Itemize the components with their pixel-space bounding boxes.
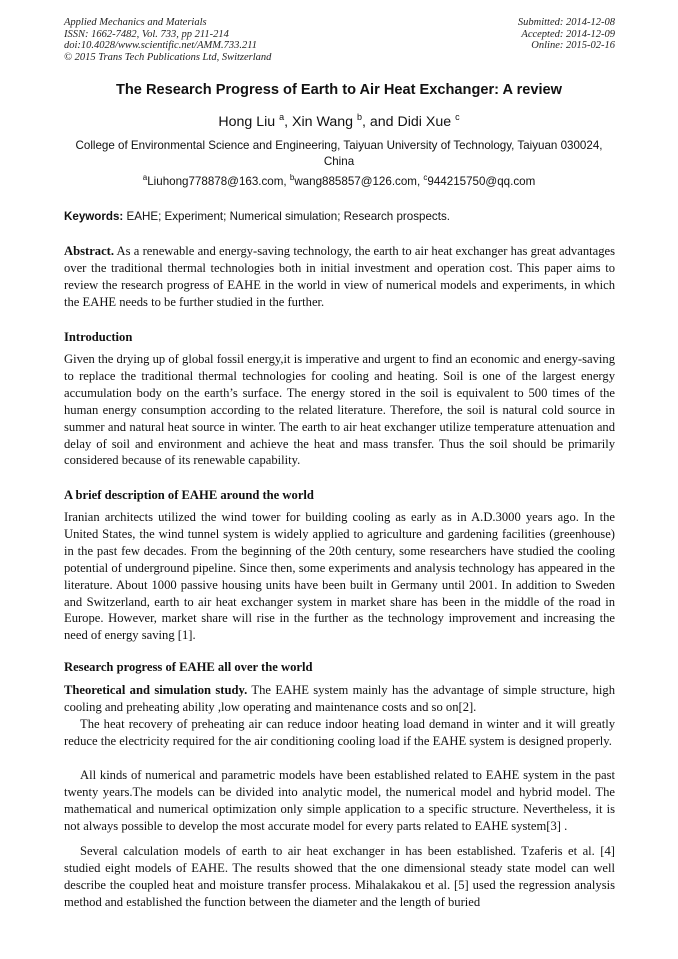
author-name: Hong Liu — [218, 114, 276, 130]
author-name: Xin Wang — [292, 114, 354, 130]
paper-title: The Research Progress of Earth to Air Heat Exchanger: A review — [115, 82, 563, 98]
dates-header — [518, 17, 615, 52]
section-heading-research-progress: Research progress of EAHE all over the world — [64, 660, 313, 674]
submitted-date: Submitted: 2014-12-08 — [517, 17, 615, 28]
online-date: Online: 2015-02-16 — [531, 40, 615, 51]
author-mark: b — [356, 112, 362, 122]
email-address[interactable]: Liuhong778878@163.com — [147, 175, 284, 188]
abstract-label: Abstract. — [64, 244, 115, 258]
email-address[interactable]: 944215750@qq.com — [427, 175, 536, 188]
keywords-label: Keywords: — [64, 210, 124, 223]
email-mark: b — [289, 173, 295, 182]
keywords-text: EAHE; Experiment; Numerical simulation; Research prospects. — [123, 210, 450, 223]
author-list — [0, 114, 678, 130]
keywords — [64, 210, 615, 223]
email-mark: c — [423, 173, 428, 182]
research-progress-paragraph-1 — [64, 682, 615, 716]
email-mark: a — [142, 173, 148, 182]
affiliation: College of Environmental Science and Engineering, Taiyuan University of Technology, Taiyuan 030024, China — [75, 139, 603, 168]
section-heading-brief-description: A brief description of EAHE around the world — [64, 488, 314, 502]
abstract — [64, 243, 615, 311]
author-separator: , and — [362, 114, 398, 130]
email-list — [0, 175, 678, 188]
abstract-text: As a renewable and energy-saving technology, the earth to air heat exchanger has great advantages over the traditional thermal technologies both in initial investment and operation cost. This paper aims to review the research progress of EAHE in the world in view of numerical models and experiments, in which the EAHE needs to be further studied in the further. — [64, 244, 615, 309]
author-separator: , — [284, 114, 293, 130]
research-progress-paragraph-3: All kinds of numerical and parametric models have been established related to EAHE system in the past twenty years.The models can be divided into analytic model, the numerical model and hybrid model. The mathematical and numerical optimization only simple application to a specific structure. Nevertheless, it is not always possible to develop the most accurate model for every parts related to EAHE system[3] . — [64, 768, 615, 833]
journal-name: Applied Mechanics and Materials — [64, 17, 207, 28]
paragraph-text: The EAHE system mainly has the advantage of simple structure, high cooling and preheating ability ,low operating and maintenance costs and so on[2]. — [64, 683, 615, 714]
accepted-date: Accepted: 2014-12-09 — [521, 28, 615, 40]
issn-line: ISSN: 1662-7482, Vol. 733, pp 211-214 — [64, 28, 229, 40]
subsection-label: Theoretical and simulation study. — [64, 683, 248, 697]
author-mark: a — [279, 112, 285, 122]
brief-description-paragraph: Iranian architects utilized the wind tower for building cooling as early as in A.D.3000 years ago. In the United States, the wind tunnel system is widely applied to agriculture and gardening facilities (greenhouse) in the past few decades. From the beginning of the 20th century, some researchers have studied the cooling potential of underground pipeline. Since then, some experiments and analysis technology has appeared in the literature. About 1000 passive housing units have been built in Germany until 2001. In addition to Sweden and Switzerland, earth to air heat exchanger system in market share has been in the middle of the road in Europe. However, market share will rise in the further as the technology improvement and increasing the need of energy saving [1]. — [64, 510, 615, 643]
doi-line: doi:10.4028/www.scientific.net/AMM.733.211 — [64, 40, 257, 51]
author-name: Didi Xue — [397, 114, 452, 130]
section-heading-introduction: Introduction — [64, 330, 133, 344]
email-separator: , — [416, 175, 424, 188]
copyright-line: © 2015 Trans Tech Publications Ltd, Switzerland — [64, 51, 272, 63]
email-separator: , — [283, 175, 290, 188]
author-mark: c — [455, 112, 460, 122]
email-address[interactable]: wang885857@126.com — [294, 175, 417, 188]
journal-header — [64, 17, 271, 63]
introduction-paragraph: Given the drying up of global fossil energy,it is imperative and urgent to find an economic and energy-saving to replace the traditional thermal technologies for cooling and heating. Soil is one of the largest energy accumulation body on the earth’s surface. The energy stored in the soil is equivalent to 500 times of the human energy consumption according to the related literature. Therefore, the soil is natural cold source in summer and natural heat source in winter. The earth to air heat exchanger utilize temperature attenuation and delay of soil and environment and achieve the heat and mass transfer. Thus the soil should be primarily considered because of its renewable capability. — [64, 352, 615, 468]
research-progress-paragraph-4: Several calculation models of earth to air heat exchanger in has been established. Tzaferis et al. [4] studied eight models of EAHE. The results showed that the one dimensional steady state model can well describe the coupled heat and moisture transfer process. Mihalakakou et al. [5] used the regression analysis method and established the function between the diameter and the length of buried — [64, 844, 615, 909]
research-progress-paragraph-2: The heat recovery of preheating air can reduce indoor heating load demand in winter and it will greatly reduce the electricity required for the air conditioning cooling load if the EAHE system is designed properly. — [64, 717, 615, 748]
